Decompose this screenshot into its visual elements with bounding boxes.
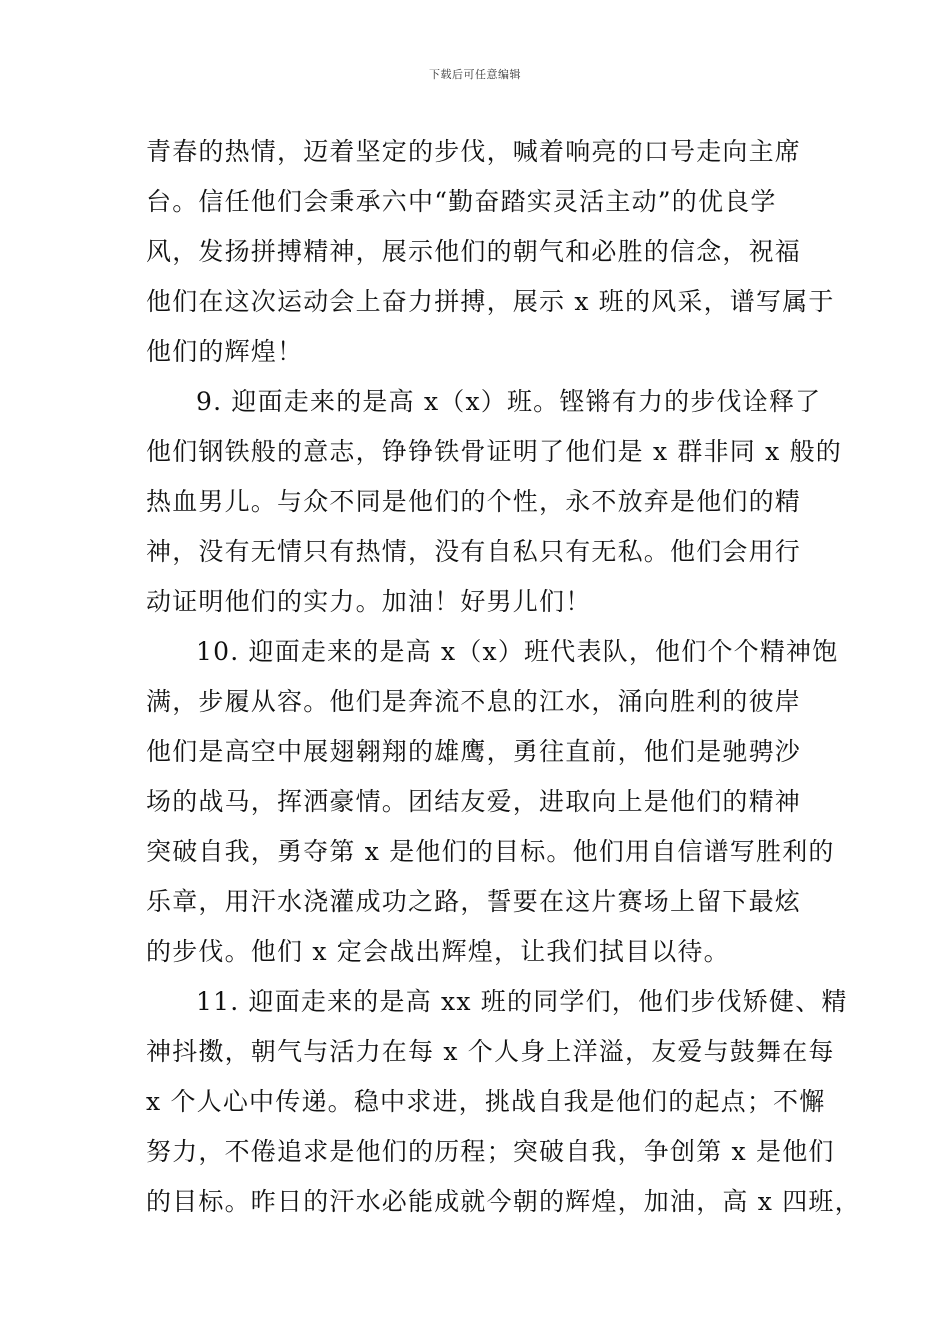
text-line: 的步伐。他们 x 定会战出辉煌，让我们拭目以待。 bbox=[146, 937, 730, 966]
text-line: 的目标。昨日的汗水必能成就今朝的辉煌，加油，高 x 四班， bbox=[146, 1187, 861, 1216]
text-line: 青春的热情，迈着坚定的步伐，喊着响亮的口号走向主席 bbox=[146, 137, 802, 166]
header-note: 下载后可任意编辑 bbox=[429, 68, 521, 81]
text-line: 动证明他们的实力。加油！好男儿们！ bbox=[146, 587, 592, 616]
text-line: 神抖擞，朝气与活力在每 x 个人身上洋溢，友爱与鼓舞在每 bbox=[146, 1037, 835, 1066]
text-line: 他们在这次运动会上奋力拼搏，展示 x 班的风采，谱写属于 bbox=[146, 287, 835, 316]
text-line: 热血男儿。与众不同是他们的个性，永不放弃是他们的精 bbox=[146, 487, 802, 516]
text-line: 努力，不倦追求是他们的历程；突破自我，争创第 x 是他们 bbox=[146, 1137, 835, 1166]
text-line: 11. 迎面走来的是高 xx 班的同学们，他们步伐矫健、精 bbox=[196, 987, 848, 1016]
text-line: 满，步履从容。他们是奔流不息的江水，涌向胜利的彼岸 bbox=[146, 687, 802, 716]
document-body bbox=[146, 127, 861, 1227]
text-line: 他们的辉煌！ bbox=[146, 337, 304, 366]
text-line: 风，发扬拼搏精神，展示他们的朝气和必胜的信念，祝福 bbox=[146, 237, 802, 266]
text-line: 突破自我，勇夺第 x 是他们的目标。他们用自信谱写胜利的 bbox=[146, 837, 835, 866]
text-line: 他们是高空中展翅翱翔的雄鹰，勇往直前，他们是驰骋沙 bbox=[146, 737, 802, 766]
text-line: 乐章，用汗水浇灌成功之路，誓要在这片赛场上留下最炫 bbox=[146, 887, 802, 916]
text-line: 10. 迎面走来的是高 x（x）班代表队，他们个个精神饱 bbox=[196, 637, 839, 666]
text-line: x 个人心中传递。稳中求进，挑战自我是他们的起点；不懈 bbox=[146, 1087, 826, 1116]
text-line: 场的战马，挥洒豪情。团结友爱，进取向上是他们的精神 bbox=[146, 787, 802, 816]
text-line: 他们钢铁般的意志，铮铮铁骨证明了他们是 x 群非同 x 般的 bbox=[146, 437, 842, 466]
text-line: 神，没有无情只有热情，没有自私只有无私。他们会用行 bbox=[146, 537, 802, 566]
text-line: 9. 迎面走来的是高 x（x）班。铿锵有力的步伐诠释了 bbox=[196, 387, 822, 416]
text-line: 台。信任他们会秉承六中“勤奋踏实灵活主动”的优良学 bbox=[146, 187, 777, 216]
